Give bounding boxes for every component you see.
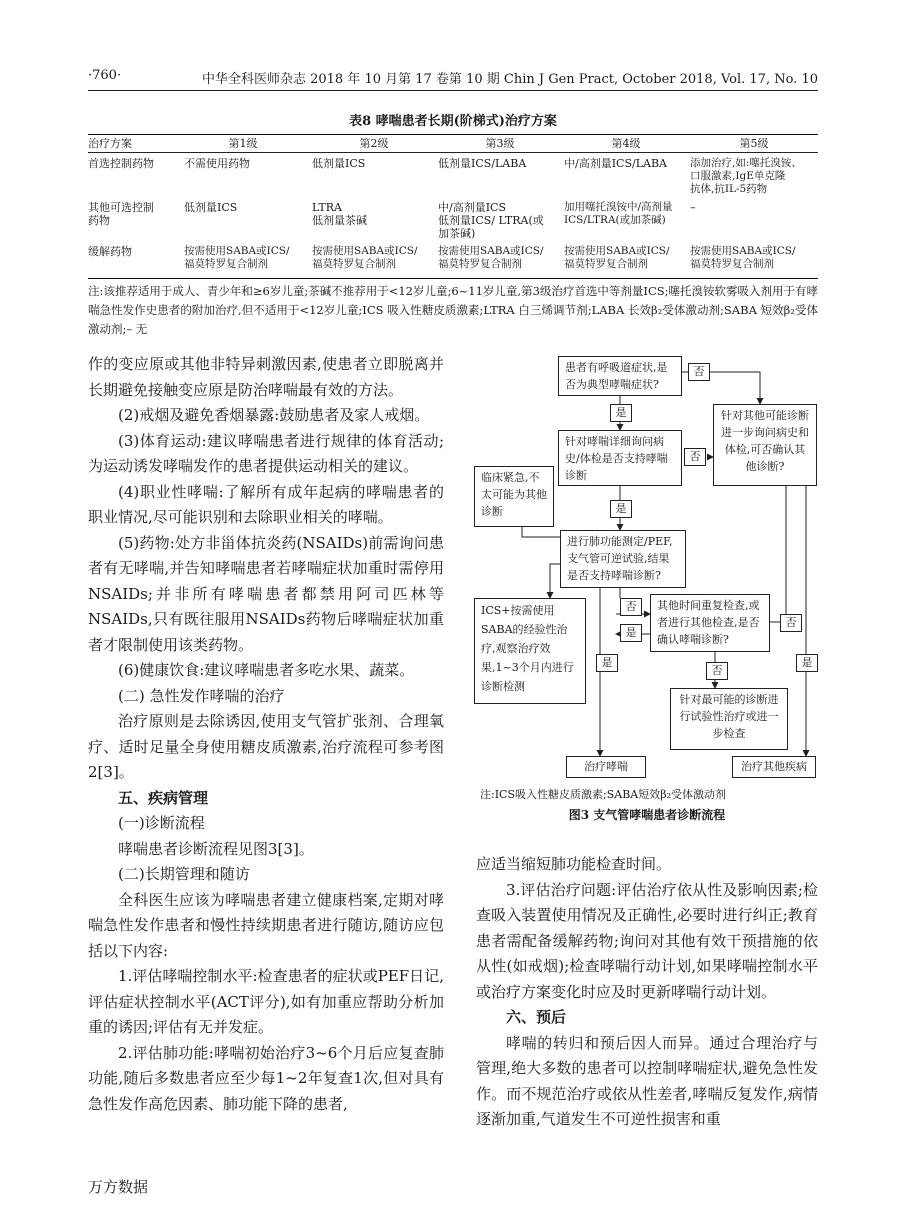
table-header-cell: 治疗方案 bbox=[88, 137, 132, 150]
paragraph: 2.评估肺功能:哮喘初始治疗3~6个月后应复查肺功能,随后多数患者应至少每1~2年复查1次,但对具有急性发作高危因素、肺功能下降的患者, bbox=[88, 1043, 444, 1113]
flow-label-yes: 是 bbox=[596, 654, 618, 672]
diagnosis-flowchart bbox=[470, 352, 820, 780]
flow-label-yes: 是 bbox=[610, 500, 632, 518]
table-cell: 首选控制药物 bbox=[88, 157, 154, 170]
table-cell: 加用噻托溴铵中/高剂量 ICS/LTRA(或加茶碱) bbox=[564, 201, 673, 226]
paragraph: (3)体育运动:建议哮喘患者进行规律的体育活动;为运动诱发哮喘发作的患者提供运动相关的建议。 bbox=[88, 431, 444, 475]
table-cell: 缓解药物 bbox=[88, 245, 132, 258]
table-header-cell: 第2级 bbox=[359, 137, 389, 150]
table-cell: 按需使用SABA或ICS/ 福莫特罗复合制剂 bbox=[438, 245, 544, 270]
page-number: ·760· bbox=[88, 68, 122, 83]
table-cell: 低剂量ICS/LABA bbox=[438, 157, 527, 170]
table-header-cell: 第5级 bbox=[739, 137, 769, 150]
paragraph: 1.评估哮喘控制水平:检查患者的症状或PEF日记,评估症状控制水平(ACT评分),如有加重应帮助分析加重的诱因;评估有无并发症。 bbox=[88, 967, 444, 1036]
table-header-cell: 第1级 bbox=[228, 137, 258, 150]
flow-label-yes: 是 bbox=[610, 404, 632, 422]
paragraph: (4)职业性哮喘:了解所有成年起病的哮喘患者的职业情况,尽可能识别和去除职业相关的哮喘。 bbox=[88, 482, 444, 526]
paragraph: 哮喘患者诊断流程见图3[3]。 bbox=[118, 839, 314, 858]
table-cell: 其他可选控制 药物 bbox=[88, 201, 154, 227]
figure-note: 注:ICS吸入性糖皮质激素;SABA短效β₂受体激动剂 bbox=[480, 788, 726, 801]
paragraph: 治疗原则是去除诱因,使用支气管扩张剂、合理氧疗、适时足量全身使用糖皮质激素,治疗流程可参考图2[3]。 bbox=[88, 712, 444, 781]
table-cell: 低剂量ICS bbox=[184, 201, 238, 214]
right-column bbox=[476, 852, 818, 1133]
table-caption: 表8 哮喘患者长期(阶梯式)治疗方案 bbox=[349, 114, 557, 129]
table-note: 注:该推荐适用于成人、青少年和≥6岁儿童;茶碱不推荐用于<12岁儿童;6~11岁儿童,第3级治疗首选中等剂量ICS;噻托溴铵软雾吸入剂用于有哮喘急性发作史患者的附加治疗,但不适用于<12岁儿童;ICS 吸入性糖皮质激素;LTRA 白三烯调节剂;LABA 长效β₂受体激动剂;SABA 短效β₂受体激动剂;– 无 bbox=[88, 284, 818, 336]
paragraph: 全科医生应该为哮喘患者建立健康档案,定期对哮喘急性发作患者和慢性持续期患者进行随访,随访应包括以下内容: bbox=[88, 890, 444, 960]
table-header-cell: 第4级 bbox=[611, 137, 641, 150]
paragraph: 哮喘的转归和预后因人而异。通过合理治疗与管理,绝大多数的患者可以控制哮喘症状,避免急性发作。而不规范治疗或依从性差者,哮喘反复发作,病情逐渐加重,气道发生不可逆性损害和重 bbox=[476, 1033, 818, 1128]
journal-citation: 中华全科医师杂志 2018 年 10 月第 17 卷第 10 期 Chin J Gen Pract, October 2018, Vol. 17, No. 10 bbox=[201, 72, 818, 87]
table-cell: 中/高剂量ICS/LABA bbox=[564, 157, 667, 170]
table-cell: 不需使用药物 bbox=[184, 157, 250, 170]
flow-box-treat-asthma: 治疗哮喘 bbox=[566, 756, 646, 778]
paragraph: (2)戒烟及避免香烟暴露:鼓励患者及家人戒烟。 bbox=[118, 406, 430, 424]
flow-box-empiric-treatment: ICS+按需使用SABA的经验性治疗,观察治疗效果,1~3个月内进行诊断检测 bbox=[474, 598, 586, 704]
flow-label-no: 否 bbox=[688, 363, 710, 381]
paragraph: 3.评估治疗问题:评估治疗依从性及影响因素;检查吸入装置使用情况及正确性,必要时进行纠正;教育患者需配备缓解药物;询问对其他有效干预措施的依从性(如戒烟);检查哮喘行动计划,如果哮喘控制水平或治疗方案变化时应及时更新哮喘行动计划。 bbox=[476, 880, 818, 1001]
flow-box-q1: 患者有呼吸道症状,是否为典型哮喘症状? bbox=[558, 356, 682, 396]
table-cell: 低剂量ICS bbox=[312, 157, 366, 170]
flow-box-other-diagnosis: 针对其他可能诊断进一步询问病史和体检,可否确认其他诊断? bbox=[713, 404, 817, 486]
flow-label-no: 否 bbox=[780, 614, 802, 632]
flow-label-no: 否 bbox=[684, 448, 706, 466]
table-cell: 按需使用SABA或ICS/ 福莫特罗复合制剂 bbox=[690, 245, 796, 270]
table-cell: 按需使用SABA或ICS/ 福莫特罗复合制剂 bbox=[312, 245, 418, 270]
running-header bbox=[88, 66, 818, 91]
flow-box-treat-other: 治疗其他疾病 bbox=[732, 756, 816, 778]
table-cell: – bbox=[690, 201, 696, 214]
flow-label-no: 否 bbox=[706, 662, 728, 680]
subheading: (一)诊断流程 bbox=[118, 814, 205, 832]
footer-watermark: 万方数据 bbox=[88, 1178, 149, 1196]
subheading: (二) 急性发作哮喘的治疗 bbox=[118, 686, 285, 705]
figure-caption: 图3 支气管哮喘患者诊断流程 bbox=[568, 808, 726, 822]
table-cell: LTRA 低剂量茶碱 bbox=[312, 201, 367, 227]
paragraph: (5)药物:处方非甾体抗炎药(NSAIDs)前需询问患者有无哮喘,并告知哮喘患者若哮喘症状加重时需停用NSAIDs;并非所有哮喘患者都禁用阿司匹林等NSAIDs,只有既往服用NSAIDs药物后哮喘症状加重者才限制使用该类药物。 bbox=[88, 533, 444, 654]
table-cell: 中/高剂量ICS 低剂量ICS/ LTRA(或 加茶碱) bbox=[438, 201, 544, 240]
treatment-table bbox=[88, 134, 818, 279]
flow-box-q4: 其他时间重复检查,或者进行其他检查,是否确认哮喘诊断? bbox=[650, 594, 770, 652]
subheading: (二)长期管理和随访 bbox=[118, 865, 250, 883]
flow-box-q2: 针对哮喘详细询问病史/体检是否支持哮喘诊断 bbox=[558, 430, 682, 486]
paragraph: 作的变应原或其他非特异刺激因素,使患者立即脱离并长期避免接触变应原是防治哮喘最有效的方法。 bbox=[88, 355, 444, 399]
table-cell: 按需使用SABA或ICS/ 福莫特罗复合制剂 bbox=[564, 245, 670, 270]
flow-label-no: 否 bbox=[620, 598, 642, 616]
table-cell: 按需使用SABA或ICS/ 福莫特罗复合制剂 bbox=[184, 245, 290, 270]
flow-box-likely-diagnosis: 针对最可能的诊断进行试验性治疗或进一步检查 bbox=[670, 688, 788, 750]
table-header-cell: 第3级 bbox=[485, 137, 515, 150]
section-heading: 六、预后 bbox=[506, 1008, 567, 1026]
flow-box-q3: 进行肺功能测定/PEF,支气管可逆试验,结果是否支持哮喘诊断? bbox=[560, 530, 686, 588]
flow-label-yes: 是 bbox=[620, 624, 642, 642]
table-header-rule bbox=[88, 152, 818, 153]
left-column bbox=[88, 352, 444, 1117]
section-heading: 五、疾病管理 bbox=[118, 788, 209, 807]
paragraph: (6)健康饮食:建议哮喘患者多吃水果、蔬菜。 bbox=[118, 661, 415, 679]
flow-label-yes: 是 bbox=[796, 654, 818, 672]
paragraph: 应适当缩短肺功能检查时间。 bbox=[476, 855, 672, 873]
flow-box-urgent: 临床紧急,不太可能为其他诊断 bbox=[474, 466, 554, 527]
table-cell: 添加治疗,如:噻托溴铵、 口服激素,IgE单克隆 抗体,抗IL-5药物 bbox=[690, 157, 802, 195]
